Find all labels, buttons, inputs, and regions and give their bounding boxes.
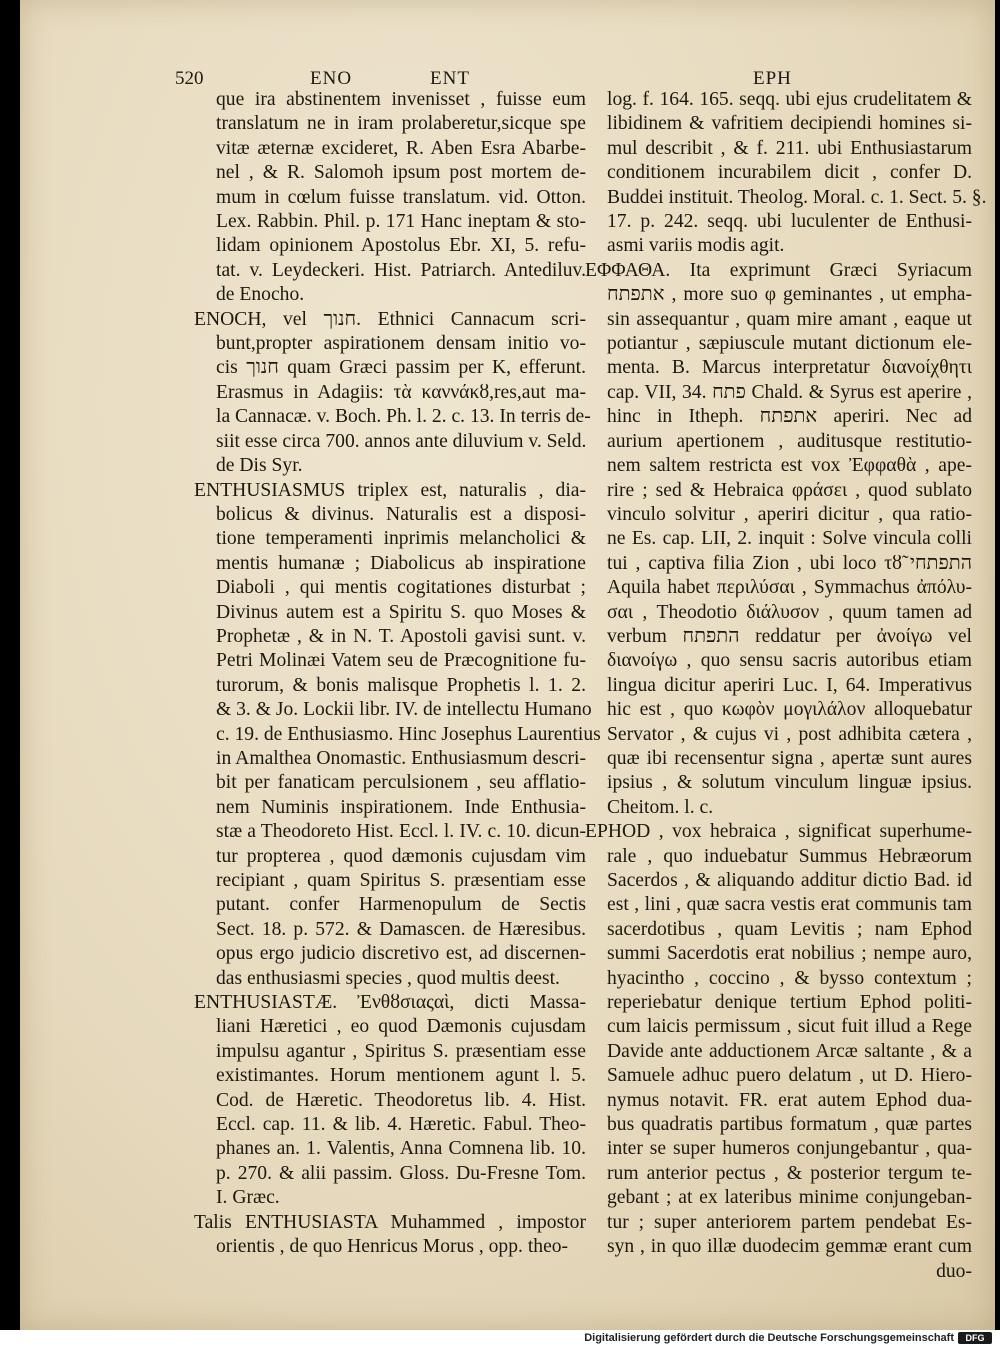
text-line: translatum ne in iram prolaberetur,sicque spe [216,113,586,135]
text-line: hic est , quo κωφὸν μογιλάλον alloquebatur [607,699,972,721]
left-text-column [194,88,601,1260]
text-line: Sect. 18. p. 572. & Damascen. de Hæresibus. [216,918,586,940]
catchword: duo- [936,1260,972,1282]
text-line: 17. p. 242. seqq. ubi luculenter de Enthusi- [607,211,972,233]
text-line: nem saltem restricta est vox Ἐφφαθὰ , ape- [607,455,972,477]
text-line: rale , quo induebatur Summus Hebræorum [607,845,972,867]
text-line: stæ a Theodoreto Hist. Eccl. l. IV. c. 10. dicun- [216,821,586,843]
text-line: hinc in Itheph. אתפתח aperiri. Nec ad [607,406,973,428]
text-line: cap. VII, 34. פתח Chald. & Syrus est aperire , [607,381,972,403]
text-line: p. 270. & alii passim. Gloss. Du-Fresne Tom. [216,1162,586,1184]
text-line: bunt,propter aspirationem densam initio vo- [216,333,586,355]
text-line: tur propterea , quod dæmonis cujusdam vim [216,845,586,867]
page-number: 520 [175,68,204,89]
digitization-footer [0,1330,1000,1347]
text-line: asmi variis modis agit. [607,235,785,257]
text-line: que ira abstinentem invenisset , fuisse eum [216,89,586,110]
text-line: quæ ibi recensentur signa , apertæ sunt aures [607,747,972,769]
text-line: liani Hæretici , eo quod Dæmonis cujusdam [216,1016,586,1038]
text-line: potiantur , sæpiuscule mutant dictionum ele- [607,333,972,355]
footer-credit: Digitalisierung gefördert durch die Deutsche Forschungsgemeinschaft [584,1332,954,1344]
text-line: Lex. Rabbin. Phil. p. 171 Hanc ineptam & sto- [216,211,586,233]
text-line: mentis humanæ ; Diabolicus ab inspiratione [216,552,586,574]
text-line: reperiebatur denique tertium Ephod politi- [607,992,972,1014]
text-line: la Cannacæ. v. Boch. Ph. l. 2. c. 13. In terris de- [216,406,591,428]
book-page [20,0,995,1330]
text-line: nymus notavit. FR. erat autem Ephod dua- [607,1089,972,1111]
text-line: summi Sacerdotis erat nobilius ; nempe auro, [607,943,972,965]
text-line: libidinem & vafritiem decipiendi homines si- [607,113,972,135]
text-line: διανοίγω , quo sensu sacris autoribus etiam [607,650,972,672]
text-line: Diaboli , qui mentis cogitationes disturbat ; [216,577,586,599]
dfg-logo: DFG [958,1332,992,1344]
entry-headword-line: Talis ENTHUSIASTA Muhammed , impostor [194,1211,586,1233]
text-line: Servator , & cujus vi , post adhibita cætera , [607,723,972,745]
text-line: inter se super humeros conjungebantur , qua- [607,1138,972,1160]
text-line: Davide ante adductionem Arcæ saltante , & a [607,1040,972,1062]
text-line: tat. v. Leydeckeri. Hist. Patriarch. Antediluv. [216,259,586,281]
text-line: aurium apertionem , auditusque restitutio- [607,430,972,452]
text-line: in Amalthea Onomastic. Enthusiasmum descri- [216,747,586,769]
text-line: lidam opinionem Apostolus Ebr. XI, 5. refu- [216,235,586,257]
text-line: gebant ; at ex lateribus minime conjungeban- [607,1187,972,1209]
text-line: Erasmus in Adagiis: τὰ καννάκȣ,res,aut ma- [216,381,586,403]
text-line: recipiant , quam Spiritus S. præsentiam esse [216,870,586,891]
text-line: de Dis Syr. [216,455,303,477]
text-line: Cheitom. l. c. [607,796,714,818]
text-line: אתפתח , more suo φ geminantes , ut empha- [607,284,972,306]
text-line: Buddei instituit. Theolog. Moral. c. 1. Sect. 5. §. [607,186,987,208]
text-line: Sacerdos , & aliquando additur dictio Bad. id [607,870,972,891]
text-line: Aquila habet περιλύσαι , Symmachus ἀπόλυ- [607,577,972,599]
text-line: hyacintho , coccino , & bysso contextum ; [607,967,972,989]
text-line: opus ergo judicio discretivo est, ad discernen- [216,943,586,965]
text-line: sacerdotibus , quam Levitis ; nam Ephod [607,918,972,940]
text-line: log. f. 164. 165. seqq. ubi ejus crudelitatem & [607,89,972,110]
text-line: cum laicis permissum , sicut fuit illud a Rege [607,1016,972,1038]
text-line: vitæ æternæ excideret, R. Aben Esra Abarbe- [216,137,586,159]
entry-headword-line: ENTHUSIASTÆ. Ἐνθȣσιαςαὶ, dicti Massa- [194,992,586,1014]
text-line: siit esse circa 700. annos ante diluvium v. Seld. [216,430,587,452]
text-line: cis חנוך quam Græci passim per K, efferunt. [216,357,586,379]
text-line: Cod. de Hæretic. Theodoretus lib. 4. Hist. [216,1089,586,1111]
text-line: Petri Molinæi Vatem seu de Præcognitione fu- [216,650,586,672]
text-line: nel , & R. Salomoh ipsum post mortem de- [216,162,586,184]
text-line: I. Græc. [216,1187,280,1209]
text-line: ipsius , & solutum vinculum linguæ ipsius. [607,772,972,794]
running-head-right: EPH [753,68,792,89]
text-line: syn , in quo illæ duodecim gemmæ erant cum [607,1236,972,1258]
text-line: tui , captiva filia Zion , ubi loco τȣ̃ התפתחי [607,552,972,574]
text-line: mum in cœlum fuisse translatum. vid. Otton. [216,186,586,208]
text-line: sin assequantur , quam mire amant , eaque ut [607,308,972,330]
text-line: bus quadratis partibus formatum , quæ partes [607,1114,972,1136]
text-line: verbum התפתח reddatur per ἀνοίγω vel [607,625,972,647]
text-line: das enthusiasmi species , quod multis deest. [216,967,560,989]
text-line: orientis , de quo Henricus Morus , opp. theo- [216,1236,569,1258]
text-line: phanes an. 1. Valentis, Anna Comnena lib. 10. [216,1138,586,1160]
text-line: Samuele adhuc puero delatum , ut D. Hiero- [607,1065,972,1087]
text-line: de Enocho. [216,284,305,306]
entry-headword-line: ΕΦΦΑΘΑ. Ita exprimunt Græci Syriacum [585,259,972,281]
text-line: c. 19. de Enthusiasmo. Hinc Josephus Laurentius [216,723,601,745]
text-line: vinculo solvitur , aperiri dicitur , qua ratio- [607,503,972,525]
text-line: rire ; sed & Hebraica φράσει , quod sublato [607,479,972,501]
right-text-column [585,88,987,1284]
text-line: impulsu agantur , Spiritus S. præsentiam esse [216,1040,586,1062]
text-line: mul describit , & f. 211. ubi Enthusiastarum [607,137,972,159]
text-line: Prophetæ , & in N. T. Apostoli gavisi sunt. v. [216,625,586,647]
text-line: & 3. & Jo. Lockii libr. IV. de intellectu Humano [216,699,592,721]
text-line: turorum, & bonis malisque Prophetis l. 1. 2. [216,674,586,696]
running-head-left-2: ENT [430,68,470,89]
text-line: tur ; super anteriorem partem pendebat Es- [607,1211,972,1233]
text-line: putant. confer Harmenopulum de Sectis [216,894,586,916]
text-line: lingua dicitur aperiri Luc. I, 64. Imperativus [607,674,972,696]
text-line: est , lini , quæ sacra vestis erat communis tam [607,894,972,916]
text-line: tione temperamenti inprimis melancholici & [216,528,586,550]
running-head-left-1: ENO [310,68,353,89]
text-line: σαι , Theodotio διάλυσον , quum tamen ad [607,601,972,623]
entry-headword-line: ENOCH, vel חנוך. Ethnici Cannacum scri- [194,308,586,330]
text-line: menta. B. Marcus interpretatur διανοίχθητι [607,357,972,379]
text-line: bolicus & divinus. Naturalis est a disposi- [216,503,586,525]
entry-headword-line: EPHOD , vox hebraica , significat superhume- [585,821,972,843]
text-line: ne Es. cap. LII, 2. inquit : Solve vincula colli [607,528,972,550]
text-line: existimantes. Horum mentionem agunt l. 5. [216,1065,586,1087]
entry-headword-line: ENTHUSIASMUS triplex est, naturalis , dia- [194,479,586,501]
text-line: bit per fanaticam perculsionem , seu afflatio- [216,772,586,794]
text-line: nem Numinis inspirationem. Inde Enthusia- [216,796,586,818]
text-line: rum anterior pectus , & posterior tergum te- [607,1162,972,1184]
text-line: Eccl. cap. 11. & lib. 4. Hæretic. Fabul. Theo- [216,1114,586,1136]
text-line: conditionem incurabilem dicit , confer D. [607,162,972,184]
text-line: Divinus autem est a Spiritu S. quo Moses & [216,601,586,623]
